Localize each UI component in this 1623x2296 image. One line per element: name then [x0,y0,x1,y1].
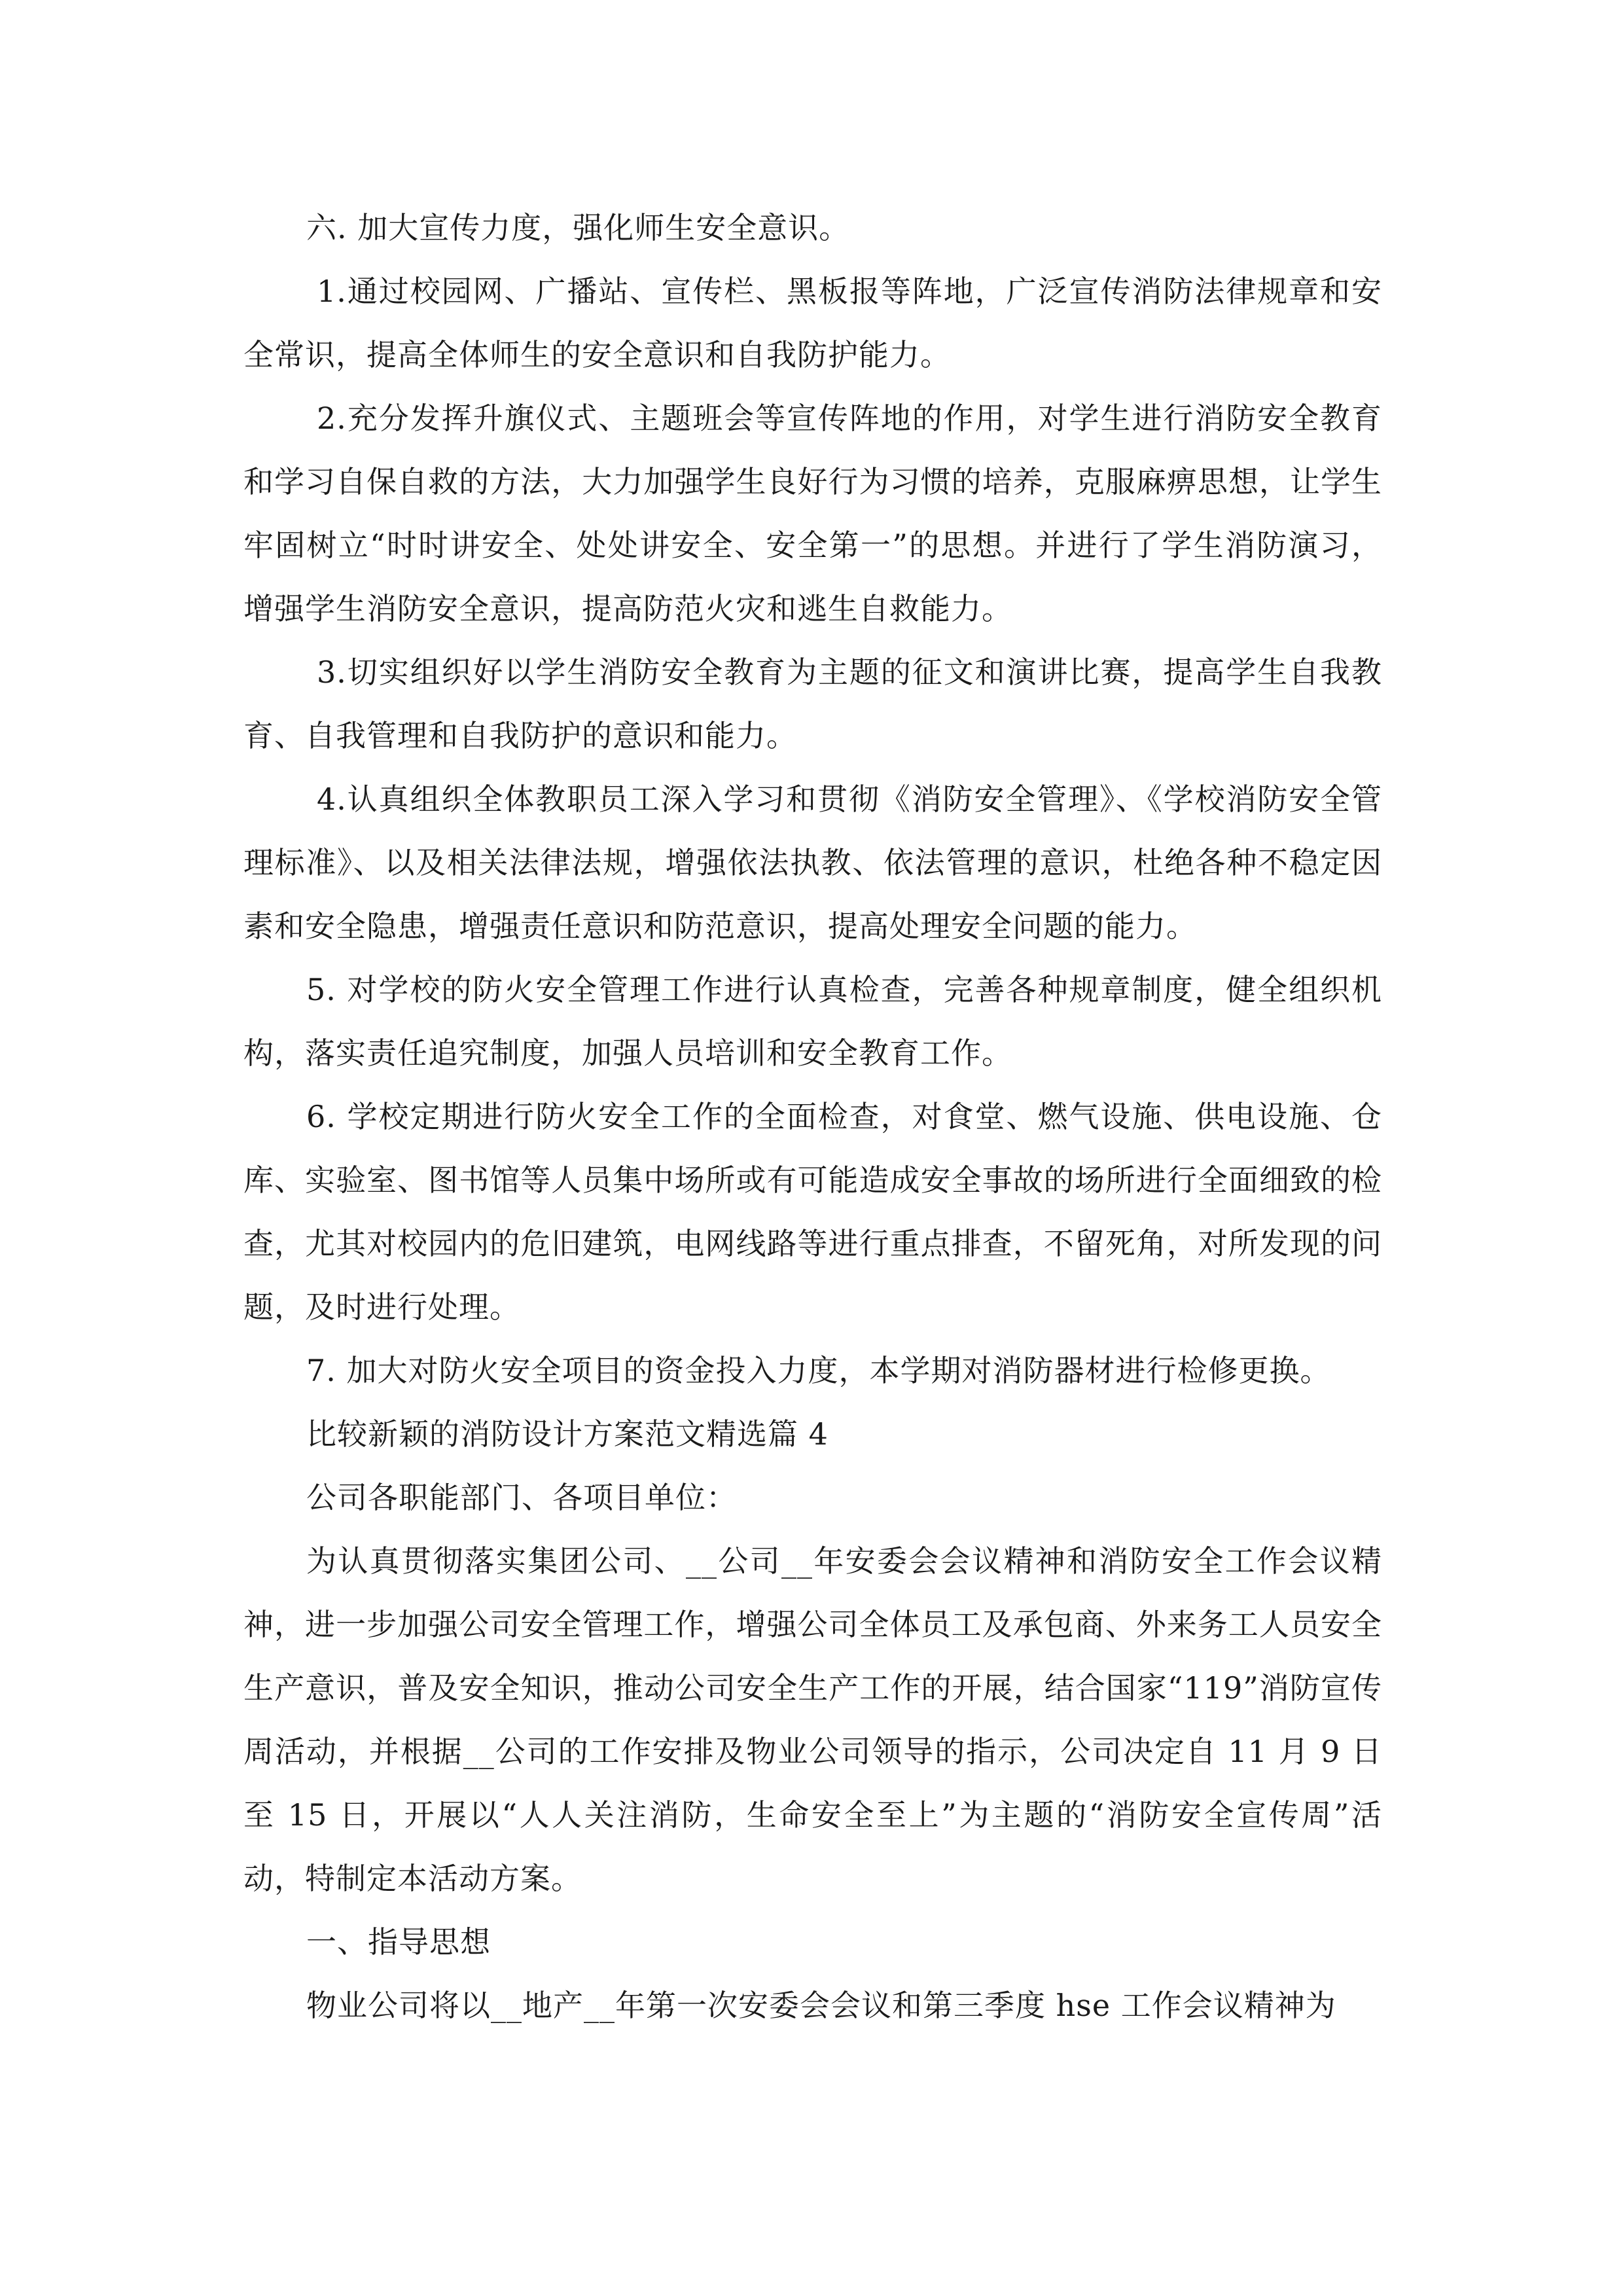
salutation: 公司各职能部门、各项目单位： [306,1480,737,1515]
paragraph-intro: 为认真贯彻落实集团公司、__公司__年安委会会议精神和消防安全工作会议精神，进一步加强公司安全管理工作，增强公司全体员工及承包商、外来务工人员安全生产意识，普及安全知识，推动公司安全生产工作的开展，结合国家“119”消防宣传周活动，并根据__公司的工作安排及物业公司领导的指示，公司决定自 11 月 9 日至 15 日，开展以“人人关注消防，生命安全至上”为主题的“消防安全宣传周”活动，特制定本活动方案。 [243,1543,1383,1896]
paragraph-item-3: 3.切实组织好以学生消防安全教育为主题的征文和演讲比赛，提高学生自我教育、自我管理和自我防护的意识和能力。 [243,655,1382,753]
paragraph-item-7: 7. 加大对防火安全项目的资金投入力度，本学期对消防器材进行检修更换。 [306,1353,1331,1388]
document-body [243,196,1382,2037]
paragraph-item-5: 5. 对学校的防火安全管理工作进行认真检查，完善各种规章制度，健全组织机构，落实责任追究制度，加强人员培训和安全教育工作。 [243,972,1382,1071]
section-heading-publicity: 六. 加大宣传力度，强化师生安全意识。 [306,210,850,245]
paragraph-item-2: 2.充分发挥升旗仪式、主题班会等宣传阵地的作用，对学生进行消防安全教育和学习自保自救的方法，大力加强学生良好行为习惯的培养，克服麻痹思想，让学生牢固树立“时时讲安全、处处讲安全、安全第一”的思想。并进行了学生消防演习，增强学生消防安全意识，提高防范火灾和逃生自救能力。 [243,401,1382,626]
paragraph-item-1: 1.通过校园网、广播站、宣传栏、黑板报等阵地，广泛宣传消防法律规章和安全常识，提高全体师生的安全意识和自我防护能力。 [243,274,1382,372]
section-heading-guiding-thought: 一、指导思想 [306,1924,491,1960]
paragraph-guiding-thought: 物业公司将以__地产__年第一次安委会会议和第三季度 hse 工作会议精神为 [306,1988,1336,2023]
paragraph-item-6: 6. 学校定期进行防火安全工作的全面检查，对食堂、燃气设施、供电设施、仓库、实验室、图书馆等人员集中场所或有可能造成安全事故的场所进行全面细致的检查，尤其对校园内的危旧建筑，电网线路等进行重点排查，不留死角，对所发现的问题，及时进行处理。 [243,1099,1382,1325]
article-title: 比较新颖的消防设计方案范文精选篇 4 [306,1416,829,1452]
paragraph-item-4: 4.认真组织全体教职员工深入学习和贯彻《消防安全管理》、《学校消防安全管理标准》、以及相关法律法规，增强依法执教、依法管理的意识，杜绝各种不稳定因素和安全隐患，增强责任意识和防范意识，提高处理安全问题的能力。 [243,781,1382,944]
